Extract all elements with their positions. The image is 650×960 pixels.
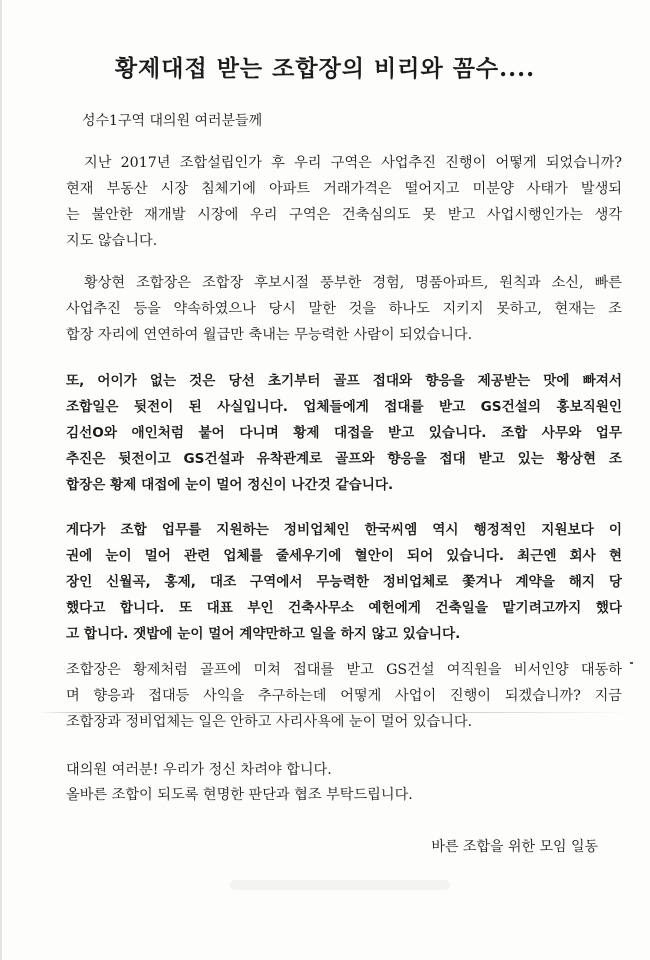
- scan-artifact-line: [40, 712, 630, 713]
- paragraph-line: 조합일은 뒷전이 된 사실입니다. 업체들에게 접대를 받고 GS건설의 홍보직원인: [66, 399, 622, 415]
- paragraph-line: 는 불안한 재개발 시장에 우리 구역은 건축심의도 못 받고 사업시행인가는 생각: [66, 207, 622, 223]
- paragraph-line: 사업추진 등을 약속하였으나 당시 말한 것을 하나도 지키지 못하고, 현재는 조: [66, 301, 622, 317]
- paragraph-line: 했다고 합니다. 또 대표 부인 건축사무소 예헌에게 건축일을 맡기려고까지 했다: [66, 600, 622, 616]
- paragraph-line: 또, 어이가 없는 것은 당선 초기부터 골프 접대와 향응을 제공받는 맛에 빠져서: [66, 373, 622, 389]
- closing-line: 올바른 조합이 되도록 현명한 판단과 협조 부탁드립니다.: [66, 787, 413, 803]
- paragraph-3: [66, 368, 622, 498]
- paragraph-4: [66, 517, 622, 647]
- greeting: 성수1구역 대의원 여러분들께: [82, 113, 263, 129]
- paragraph-line: 지도 않습니다.: [66, 233, 158, 249]
- paragraph-line: 추진은 뒷전이고 GS건설과 유착관계로 골프와 향응을 접대 받고 있는 황상현 조: [66, 451, 622, 467]
- paragraph-line: 지난 2017년 조합설립인가 후 우리 구역은 사업추진 진행이 어떻게 되었습니까?: [84, 155, 622, 171]
- paragraph-line: 장인 신월곡, 홍제, 대조 구역에서 무능력한 정비업체로 쫓겨나 계약을 해지 당: [66, 574, 622, 590]
- closing-line: 대의원 여러분! 우리가 정신 차려야 합니다.: [66, 762, 332, 778]
- paragraph-line: 고 합니다. 잿밥에 눈이 멀어 계약만하고 일을 하지 않고 있습니다.: [66, 626, 461, 642]
- document-title: 황제대접 받는 조합장의 비리와 꼼수....: [114, 55, 536, 82]
- paragraph-line: 게다가 조합 업무를 지원하는 정비업체인 한국씨엠 역시 행정적인 지원보다 이: [66, 522, 622, 538]
- paragraph-line: 현재 부동산 시장 침체기에 아파트 거래가격은 떨어지고 미분양 사태가 발생되: [66, 181, 622, 197]
- paragraph-line: 며 향응과 접대등 사익을 추구하는데 어떻게 사업이 진행이 되겠습니까? 지금: [66, 688, 622, 704]
- paragraph-5: [66, 657, 622, 735]
- paragraph-1: [66, 150, 622, 254]
- paragraph-line: 합장 자리에 연연하여 월급만 축내는 무능력한 사람이 되었습니다.: [66, 327, 473, 343]
- paragraph-line: 조합장과 정비업체는 일은 안하고 사리사욕에 눈이 멀어 있습니다.: [66, 714, 473, 730]
- paragraph-line: 권에 눈이 멀어 관련 업체를 줄세우기에 혈안이 되어 있습니다. 최근엔 회사 현: [66, 548, 622, 564]
- paragraph-line: 황상현 조합장은 조합장 후보시절 풍부한 경험, 명품아파트, 원칙과 소신, 빠른: [84, 275, 622, 291]
- scan-artifact-dot: [630, 662, 633, 664]
- signature: 바른 조합을 위한 모임 일동: [431, 839, 598, 855]
- scan-smudge: [230, 880, 450, 890]
- paragraph-line: 김선O와 애인처럼 붙어 다니며 황제 대접을 받고 있습니다. 조합 사무와 업무: [66, 425, 622, 441]
- paragraph-line: 조합장은 황제처럼 골프에 미쳐 접대를 받고 GS건설 여직원을 비서인양 대동하: [66, 662, 622, 678]
- paragraph-2: [66, 270, 622, 348]
- paragraph-line: 합장은 황제 대접에 눈이 멀어 정신이 나간것 같습니다.: [66, 477, 394, 493]
- closing-remarks: [66, 758, 622, 808]
